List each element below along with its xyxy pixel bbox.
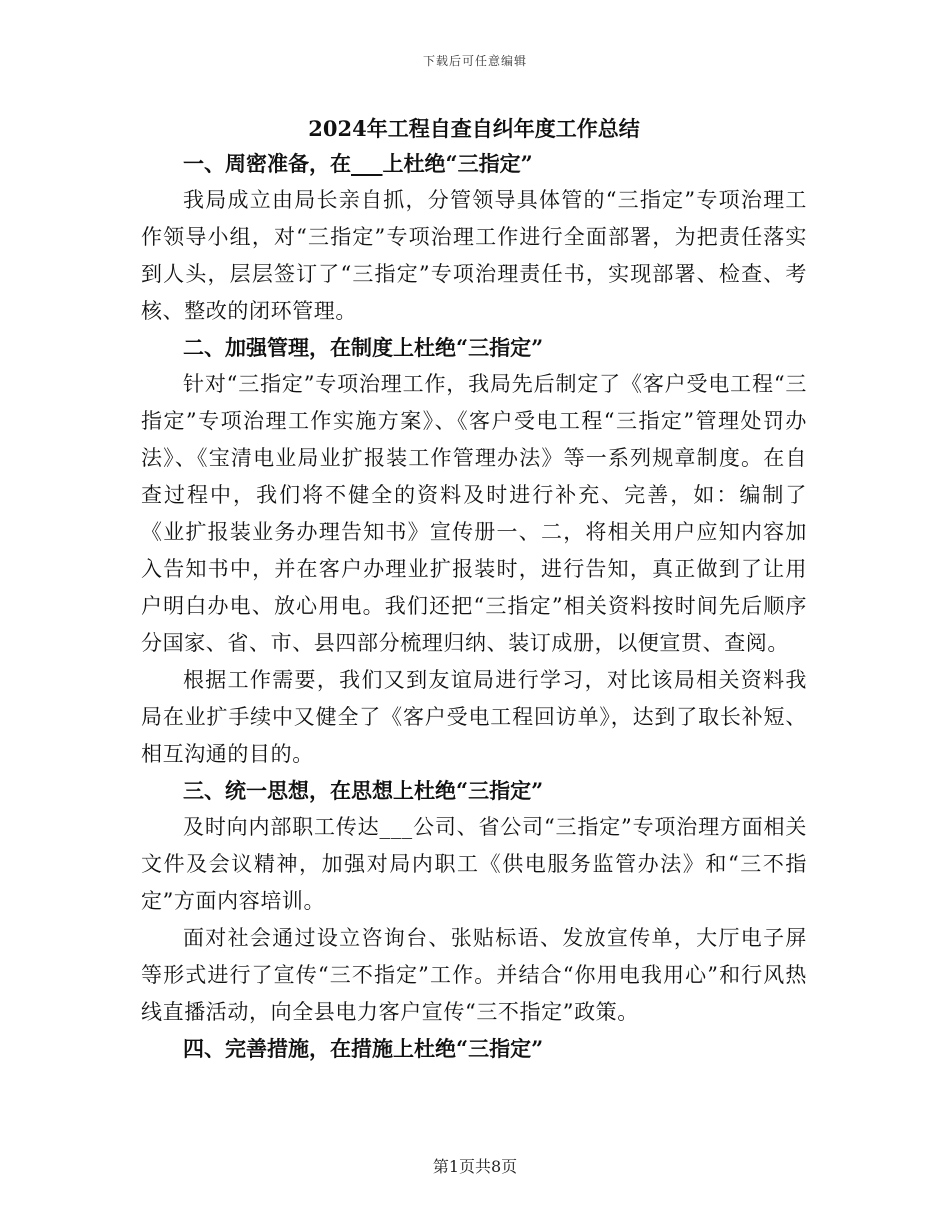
section-2-paragraph-2: 根据工作需要，我们又到友谊局进行学习，对比该局相关资料我局在业扩手续中又健全了《客户受电工程回访单》，达到了取长补短、相互沟通的目的。 <box>141 668 807 766</box>
page-footer-number: 第1页共8页 <box>432 1157 518 1176</box>
section-2-paragraph-1: 针对“三指定”专项治理工作，我局先后制定了《客户受电工程“三指定”专项治理工作实施方案》、《客户受电工程“三指定”管理处罚办法》、《宝清电业局业扩报装工作管理办法》等一系列规章制度。在自查过程中，我们将不健全的资料及时进行补充、完善，如：编制了《业扩报装业务办理告知书》宣传册一、二，将相关用户应知内容加入告知书中，并在客户办理业扩报装时，进行告知，真正做到了让用户明白办电、放心用电。我们还把“三指定”相关资料按时间先后顺序分国家、省、市、县四部分梳理归纳、装订成册，以便宣贯、查阅。 <box>141 372 807 655</box>
section-heading-3: 三、统一思想，在思想上杜绝“三指定” <box>183 778 544 803</box>
document-title: 2024年工程自查自纠年度工作总结 <box>308 116 640 141</box>
section-heading-4: 四、完善措施，在措施上杜绝“三指定” <box>183 1036 544 1061</box>
section-3-paragraph-2: 面对社会通过设立咨询台、张贴标语、发放宣传单，大厅电子屏等形式进行了宣传“三不指定”工作。并结合“你用电我用心”和行风热线直播活动，向全县电力客户宣传“三不指定”政策。 <box>141 926 807 1024</box>
section-1-paragraph-1: 我局成立由局长亲自抓，分管领导具体管的“三指定”专项治理工作领导小组，对“三指定”专项治理工作进行全面部署，为把责任落实到人头，层层签订了“三指定”专项治理责任书，实现部署、检查、考核、整改的闭环管理。 <box>141 188 807 323</box>
page-header-note: 下载后可任意编辑 <box>422 54 527 68</box>
section-heading-1: 一、周密准备，在___上杜绝“三指定” <box>183 151 533 176</box>
document-body <box>141 112 807 1067</box>
section-3-paragraph-1: 及时向内部职工传达___公司、省公司“三指定”专项治理方面相关文件及会议精神，加强对局内职工《供电服务监管办法》和“三不指定”方面内容培训。 <box>141 815 807 913</box>
section-heading-2: 二、加强管理，在制度上杜绝“三指定” <box>183 335 544 360</box>
